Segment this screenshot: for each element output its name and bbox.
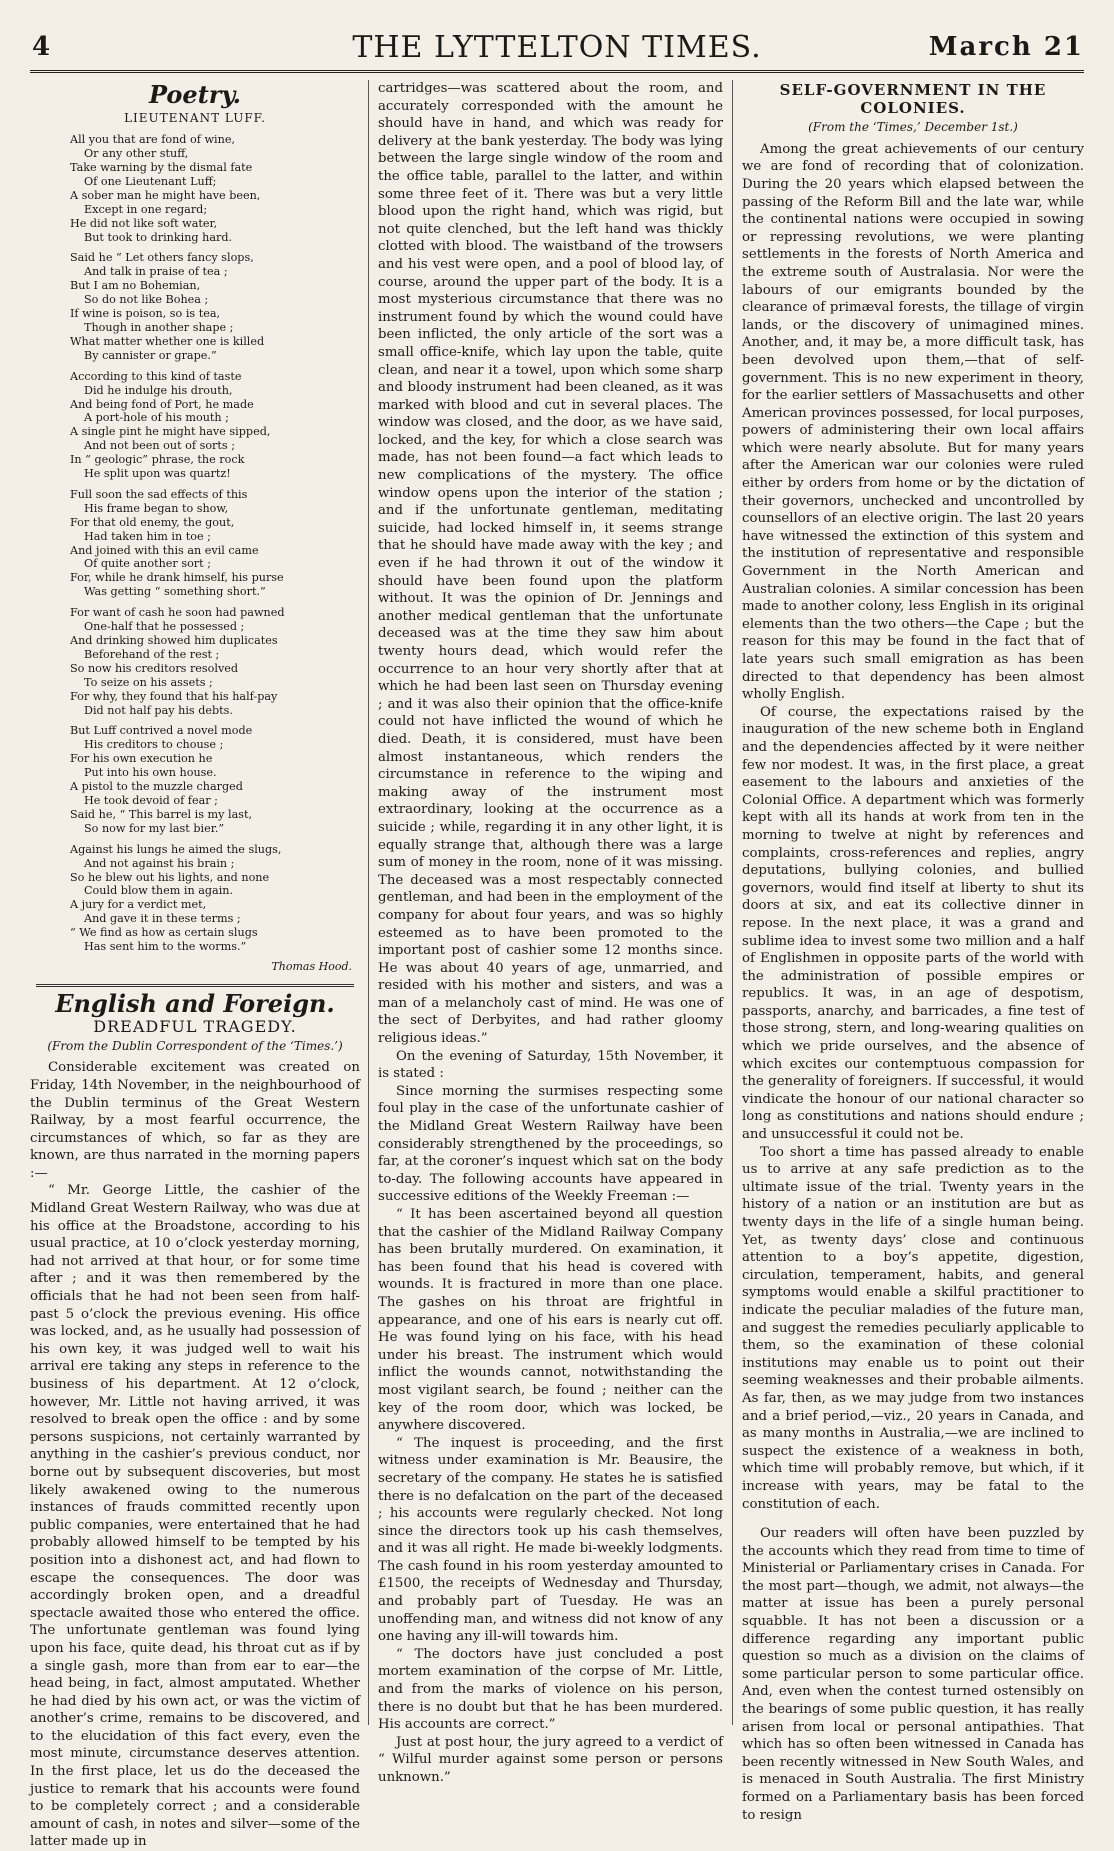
poem-author: Thomas Hood. xyxy=(271,959,352,973)
poem-line: But took to drinking hard. xyxy=(84,230,233,244)
poem-line: Though in another shape ; xyxy=(84,320,234,334)
article-headline: SELF-GOVERNMENT IN THE COLONIES. xyxy=(779,81,1047,117)
poem-line: Against his lungs he aimed the slugs, xyxy=(70,842,282,856)
poem-line: Could blow them in again. xyxy=(84,884,234,898)
poem-line: For want of cash he soon had pawned xyxy=(70,606,285,620)
poem-line: He split upon was quartz! xyxy=(84,467,231,481)
newspaper-title: THE LYTTELTON TIMES. xyxy=(352,30,762,65)
poem-line: And being fond of Port, he made xyxy=(70,397,254,411)
poem-line: But Luff contrived a novel mode xyxy=(70,724,253,738)
poem-line: If wine is poison, so is tea, xyxy=(70,307,221,321)
masthead-rule xyxy=(30,70,1084,73)
poem-line: Or any other stuff, xyxy=(84,147,189,161)
poem-line: By cannister or grape.” xyxy=(84,348,217,362)
poem-line: For that old enemy, the gout, xyxy=(70,515,235,529)
issue-date: March 21 xyxy=(928,32,1084,62)
column-divider xyxy=(732,80,733,1725)
article-paragraph: “ Mr. George Little, the cashier of the Midland Great Western Railway, who was due at his office at the Broadstone, according to his usual practice, at 10 o’clock yesterday morning, had not arrived at that hour, or for some time after ; and it was then remembered by the officials that he had not been seen from half-past 5 o’clock the previous evening. His office was locked, and, as he usually had possession of his own key, it was judged well to wait his arrival ere taking any steps in reference to the business of his department. At 12 o’clock, however, Mr. Little not having arrived, it was resolved to break open the office : and by some persons suspicions, not certainly warranted by anything in the cashier’s previous conduct, nor borne out by subsequent discoveries, but most likely awakened owing to the numerous instances of frauds committed recently upon public companies, were entertained that he had probably allowed himself to be tempted by his position into a dishonest act, and had flown to escape the consequences. The door was accordingly broken open, and a dreadful spectacle awaited those who entered the office. The unfortunate gentleman was found lying upon his face, quite dead, his throat cut as if by a single gash, more than from ear to ear—the head being, in fact, almost amputated. Whether he had died by his own act, or was the victim of another’s crime, remains to be discovered, and to the elucidation of this fact every, even the most minute, circumstance deserves attention. In the first place, let us do the deceased the justice to remark that his accounts were found to be completely correct ; and a considerable amount of cash, in notes and silver—some of the latter made up in xyxy=(30,1183,360,1850)
poem-line: So he blew out his lights, and none xyxy=(70,870,270,884)
poem-line: Of quite another sort ; xyxy=(84,557,211,571)
poem-line: A sober man he might have been, xyxy=(70,188,261,202)
poem-line: For, while he drank himself, his purse xyxy=(70,571,284,585)
article-paragraph: “ It has been ascertained beyond all question that the cashier of the Midland Railway Company has been brutally murdered. On examination, it has been found that his head is covered with wounds. It is fractured in more than one place. The gashes on his throat are frightful in appearance, and one of his ears is nearly cut off. He was found lying on his face, with his head under his breast. The instrument which would inflict the wounds cannot, notwithstanding the most vigilant search, be found ; neither can the key of the room door, which was locked, be anywhere discovered. xyxy=(378,1207,723,1434)
stanza-gap xyxy=(70,836,360,843)
poem-line: In “ geologic” phrase, the rock xyxy=(70,453,245,467)
section-divider xyxy=(36,984,354,987)
article-paragraph: Among the great achievements of our century we are fond of recording that of colonization. During the 20 years which elapsed between the passing of the Reform Bill and the late war, while the continental nations were occupied in sowing or repressing revolutions, we were planting settlements in the forests of North America and the extreme south of Australasia. Nor were the labours of our emigrants bounded by the clearance of primæval forests, the tillage of virgin lands, or the discovery of unimagined mines. Another, and, it may be, a more difficult task, has been devolved upon them,—that of self-government. This is no new experiment in theory, for the earlier settlers of Massachusetts and other American provinces possessed, for local purposes, powers of administering their own local affairs which were nearly absolute. But for many years after the American war our colonies were ruled either by orders from home or by the dictation of their governors, unchecked and uncontrolled by counsellors of an elective origin. The last 20 years have witnessed the extinction of this system and the institution of representative and responsible Government in the North American and Australian colonies. A similar concession has been made to another colony, less English in its original elements than the two others—the Cape ; but the reason for this may be found in the fact that of late years such small emigration as has been directed to that dependency has been almost wholly English. xyxy=(742,141,1084,703)
poem-line: Has sent him to the worms.” xyxy=(84,940,247,954)
masthead xyxy=(30,28,1084,68)
stanza-gap xyxy=(70,481,360,488)
poem-line: Take warning by the dismal fate xyxy=(70,161,253,174)
article-paragraph: “ The doctors have just concluded a post mortem examination of the corpse of Mr. Little, and from the marks of violence on his person, there is no doubt but that he has been murdered. His accounts are correct.” xyxy=(378,1646,723,1733)
poem-line: A port-hole of his mouth ; xyxy=(84,411,229,425)
poem-line: A pistol to the muzzle charged xyxy=(70,780,243,794)
poem-line: Was getting “ something short.” xyxy=(84,585,266,599)
poem-line: “ We find as how as certain slugs xyxy=(70,926,258,940)
column-2 xyxy=(378,80,723,1785)
poem-line: And talk in praise of tea ; xyxy=(84,265,228,279)
article-paragraph: On the evening of Saturday, 15th November, it is stated : xyxy=(378,1048,723,1082)
poem-line: Did he indulge his drouth, xyxy=(84,383,233,397)
poem-line: What matter whether one is killed xyxy=(70,334,265,348)
poem-line: So do not like Bohea ; xyxy=(84,293,209,307)
poem-line: Except in one regard; xyxy=(84,202,208,216)
poem-line: To seize on his assets ; xyxy=(84,675,213,689)
poem xyxy=(30,133,360,954)
article-paragraph: Since morning the surmises respecting some foul play in the case of the unfortunate cashier of the Midland Great Western Railway have been considerably strengthened by the proceedings, so far, at the coroner’s inquest which sat on the body to-day. The following accounts have appeared in successive editions of the Weekly Freeman :— xyxy=(378,1083,723,1205)
poem-line: Said he, “ This barrel is my last, xyxy=(70,807,253,821)
poem-line: Put into his own house. xyxy=(84,766,217,780)
poem-line: One-half that he possessed ; xyxy=(84,620,245,634)
article-headline: DREADFUL TRAGEDY. xyxy=(93,1017,297,1037)
poem-line: Did not half pay his debts. xyxy=(84,703,233,717)
poem-line: And gave it in these terms ; xyxy=(84,912,241,926)
article-paragraph: Too short a time has passed already to enable us to arrive at any safe prediction as to the ultimate issue of the trial. Twenty years in the history of a nation or an institution are but as twenty days in the life of a single human being. Yet, as twenty days’ close and continuous attention to a boy’s appetite, digestion, circulation, temperament, habits, and general symptoms would enable a skilful practitioner to indicate the peculiar maladies of the future man, and suggest the remedies peculiarly applicable to them, so the examination of these colonial institutions may enable us to point out their seeming weaknesses and their probable ailments. As far, then, as we may judge from two instances and a brief period,—viz., 20 years in Canada, and as many months in Australia,—we are inclined to suspect the existence of a weakness in both, which time will probably remove, but which, if it increase with years, may be fatal to the constitution of each. xyxy=(742,1144,1084,1512)
article-paragraph: “ The inquest is proceeding, and the first witness under examination is Mr. Beausire, the secretary of the company. He states he is satisfied there is no defalcation on the part of the deceased ; his accounts were regularly checked. Not long since the directors took up his cash themselves, and it was all right. He made bi-weekly lodgments. The cash found in his room yesterday amounted to £1500, the receipts of Wednesday and Thursday, and probably part of Tuesday. He was an unoffending man, and witness did not know of any one having any ill-will towards him. xyxy=(378,1435,723,1645)
column-3 xyxy=(742,80,1084,1823)
article-paragraph: Considerable excitement was created on Friday, 14th November, in the neighbourhood of the Dublin terminus of the Great Western Railway, by a most fearful occurrence, the circumstances of which, so far as they are known, are thus narrated in the morning papers :— xyxy=(30,1060,360,1181)
poem-line: His creditors to chouse ; xyxy=(84,738,224,752)
stanza-gap xyxy=(70,363,360,370)
poem-line: Said he “ Let others fancy slops, xyxy=(70,251,254,265)
poem-line: His frame began to show, xyxy=(84,501,229,515)
poem-line: And joined with this an evil came xyxy=(70,543,259,557)
poem-line: All you that are fond of wine, xyxy=(70,133,235,147)
poem-line: And not been out of sorts ; xyxy=(84,439,235,453)
page-number: 4 xyxy=(32,32,51,62)
poem-line: And not against his brain ; xyxy=(84,856,235,870)
poem-line: Beforehand of the rest ; xyxy=(84,647,220,661)
article-paragraph: Our readers will often have been puzzled by the accounts which they read from time to time of Ministerial or Parliamentary crises in Canada. For the most part—though, we admit, not always—the matter at issue has been a purely personal squabble. It has not been a discussion or a difference regarding any important public question so much as a division on the claims of some particular person to some particular office. And, even when the contest turned ostensibly on the bearings of some public question, it has really arisen from local or personal antipathies. That which has so often been witnessed in Canada has been recently witnessed in New South Wales, and is menaced in South Australia. The first Ministry formed on a Parliamentary basis has been forced to resign xyxy=(742,1526,1084,1823)
poem-line: And drinking showed him duplicates xyxy=(70,634,278,647)
poem-line: A single pint he might have sipped, xyxy=(70,425,271,439)
article-paragraph: Of course, the expectations raised by the inauguration of the new scheme both in England and the dependencies affected by it were neither few nor modest. It was, in the first place, a great easement to the labours and anxieties of the Colonial Office. A department which was formerly kept with all its hands at work from ten in the morning to twelve at night by references and complaints, cross-references and replies, angry deputations, bullying colonies, and bullied governors, would find itself at liberty to shut its doors at six, and eat its collective dinner in repose. In the next place, it was a grand and sublime idea to invest some two million and a half of Englishmen in opposite parts of the world with the administration of possible empires or republics. It was, in an age of despotism, passports, anarchy, and barricades, a fine test of those strong, stern, and long-wearing qualities on which we pride ourselves, and the absence of which excites our contemptuous compassion for the generality of foreigners. If successful, it would vindicate the honour of our national character so long as constitutions and nations should endure ; and unsuccessful it could not be. xyxy=(742,704,1084,1143)
poem-line: Full soon the sad effects of this xyxy=(70,487,248,501)
poem-line: He took devoid of fear ; xyxy=(84,793,218,807)
poetry-section-title: Poetry. xyxy=(149,80,241,109)
stanza-gap xyxy=(70,599,360,606)
poem-line: So now his creditors resolved xyxy=(70,661,239,675)
poem-line: Of one Lieutenant Luff; xyxy=(84,174,217,188)
stanza-gap xyxy=(70,244,360,251)
article-paragraph: Just at post hour, the jury agreed to a verdict of “ Wilful murder against some person or persons unknown.” xyxy=(378,1734,723,1785)
poem-line: For his own execution he xyxy=(70,752,213,766)
poem-line: For why, they found that his half-pay xyxy=(70,689,278,703)
column-divider xyxy=(368,80,369,1725)
poem-line: But I am no Bohemian, xyxy=(70,279,201,293)
column-1 xyxy=(30,80,360,1850)
english-foreign-section-title: English and Foreign. xyxy=(55,988,335,1018)
article-source: (From the Dublin Correspondent of the ‘Times.’) xyxy=(47,1038,343,1053)
poem-title: LIEUTENANT LUFF. xyxy=(124,110,266,125)
article-paragraph: cartridges—was scattered about the room, and accurately corresponded with the amount he should have in hand, and which was ready for delivery at the bank yesterday. The body was lying between the large single window of the room and the office table, parallel to the latter, and within some three feet of it. There was but a very little blood upon the right hand, which was rigid, but not quite clenched, but the left hand was thickly clotted with blood. The waistband of the trowsers and his vest were open, and a pool of blood lay, of course, around the upper part of the body. It is a most mysterious circumstance that there was no instrument found by which the wound could have been inflicted, the only article of the sort was a small office-knife, which lay upon the table, quite clean, and near it a towel, upon which some sharp and bloody instrument had been cleaned, as it was marked with blood and cut in several places. The window was closed, and the door, as we have said, locked, and the key, for which a close search was made, has not been found—a fact which leads to new complications of the mystery. The office window opens upon the interior of the station ; and if the unfortunate gentleman, meditating suicide, had locked himself in, it seems strange that he should have made away with the key ; and even if he had thrown it out of the window it should have been found upon the platform without. It was the opinion of Dr. Jennings and another medical gentleman that the unfortunate deceased was at the time they saw him about twenty hours dead, which would refer the occurrence to an hour very shortly after that at which he had been last seen on Thursday evening ; and it was also their opinion that the office-knife could not have inflicted the wound of which he died. Death, it is considered, must have been almost instantaneous, which renders the circumstance in reference to the wiping and making away of the instrument most extraordinary, looking at the occurrence as a suicide ; while, regarding it in any other light, it is equally strange that, although there was a large sum of money in the room, none of it was missing. The deceased was a most respectably connected gentleman, and had been in the employment of the company for about four years, and was so highly esteemed as to have been promoted to the important post of cashier some 12 months since. He was about 40 years of age, unmarried, and resided with his mother and sisters, and was a man of a melancholy cast of mind. He was one of the sect of Derbyites, and had rather gloomy religious ideas.” xyxy=(378,81,723,1047)
poem-line: Had taken him in toe ; xyxy=(84,529,211,543)
poem-line: According to this kind of taste xyxy=(70,369,242,383)
stanza-gap xyxy=(70,717,360,724)
article-source: (From the ‘Times,’ December 1st.) xyxy=(808,120,1018,135)
poem-line: A jury for a verdict met, xyxy=(70,898,207,912)
poem-line: He did not like soft water, xyxy=(70,216,218,230)
poem-line: So now for my last bier.” xyxy=(84,821,225,835)
